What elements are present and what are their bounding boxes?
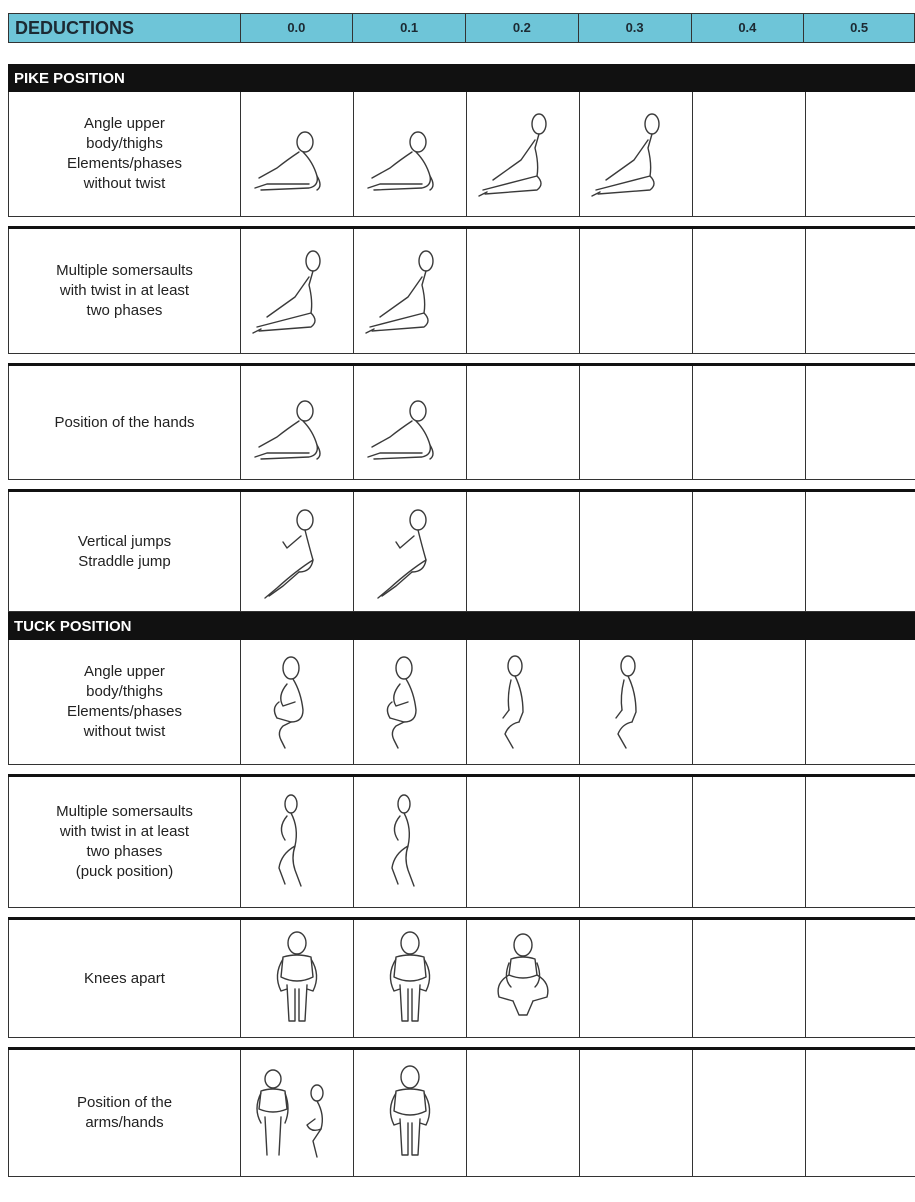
deduction-cell-0.3 — [579, 92, 692, 216]
deduction-cell-0.1 — [353, 229, 466, 353]
pike-seated-fold-figure — [247, 373, 347, 473]
tuck-side-figure — [360, 652, 460, 752]
pike-seated-open-figure — [360, 241, 460, 341]
deductions-table — [8, 13, 915, 1177]
deduction-cell-0.3 — [579, 777, 692, 907]
deduction-cell-0.5 — [805, 229, 915, 353]
deduction-cell-0.3 — [579, 229, 692, 353]
tuck-front-figure — [360, 1063, 460, 1163]
deduction-cell-0.0 — [240, 640, 353, 764]
row-label: Angle upper body/thighs Elements/phases without twist — [8, 640, 240, 764]
tuck-open-figure — [473, 652, 573, 752]
section-title: PIKE POSITION — [8, 64, 915, 92]
row-label: Vertical jumps Straddle jump — [8, 492, 240, 611]
table-row — [8, 226, 915, 354]
deduction-cell-0.4 — [692, 492, 805, 611]
deduction-cell-0.4 — [692, 92, 805, 216]
deduction-cell-0.0 — [240, 777, 353, 907]
deduction-cell-0.4 — [692, 777, 805, 907]
pike-seated-open-figure — [586, 104, 686, 204]
table-row — [8, 774, 915, 908]
row-label: Multiple somersaults with twist in at least two phases (puck position) — [8, 777, 240, 907]
deduction-cell-0.3 — [579, 1050, 692, 1176]
deduction-cell-0.2 — [466, 92, 579, 216]
section-title: TUCK POSITION — [8, 612, 915, 640]
deduction-cell-0.0 — [240, 492, 353, 611]
tuck-side-figure — [247, 652, 347, 752]
deduction-cell-0.2 — [466, 640, 579, 764]
header-col-1: 0.1 — [353, 14, 466, 42]
deduction-cell-0.0 — [240, 1050, 353, 1176]
header-label: DEDUCTIONS — [9, 14, 241, 42]
deduction-cell-0.3 — [579, 920, 692, 1037]
deduction-cell-0.2 — [466, 777, 579, 907]
table-header — [8, 13, 915, 43]
deduction-cell-0.0 — [240, 92, 353, 216]
straddle-jump-figure — [360, 502, 460, 602]
row-label: Multiple somersaults with twist in at least two phases — [8, 229, 240, 353]
pike-seated-open-figure — [247, 241, 347, 341]
deduction-cell-0.1 — [353, 920, 466, 1037]
deduction-cell-0.1 — [353, 492, 466, 611]
deduction-cell-0.2 — [466, 229, 579, 353]
deduction-cell-0.5 — [805, 640, 915, 764]
deduction-cell-0.2 — [466, 1050, 579, 1176]
deduction-cell-0.2 — [466, 920, 579, 1037]
table-row — [8, 917, 915, 1038]
row-label: Knees apart — [8, 920, 240, 1037]
table-row — [8, 489, 915, 612]
deduction-cell-0.1 — [353, 1050, 466, 1176]
deduction-cell-0.4 — [692, 366, 805, 479]
header-col-2: 0.2 — [466, 14, 579, 42]
tuck-knees-apart-figure — [473, 929, 573, 1029]
deduction-cell-0.2 — [466, 492, 579, 611]
tuck-front-figure — [360, 929, 460, 1029]
straddle-jump-figure — [247, 502, 347, 602]
tuck-front-figure — [247, 929, 347, 1029]
header-col-3: 0.3 — [579, 14, 692, 42]
row-label: Position of the hands — [8, 366, 240, 479]
tuck-open-figure — [586, 652, 686, 752]
deduction-cell-0.3 — [579, 492, 692, 611]
pike-seated-fold-figure — [360, 104, 460, 204]
deduction-cell-0.5 — [805, 920, 915, 1037]
deduction-cell-0.0 — [240, 920, 353, 1037]
deduction-cell-0.5 — [805, 1050, 915, 1176]
header-col-5: 0.5 — [850, 20, 869, 35]
deduction-cell-0.5 — [805, 492, 915, 611]
deduction-cell-0.3 — [579, 366, 692, 479]
deduction-cell-0.2 — [466, 366, 579, 479]
pike-seated-fold-figure — [247, 104, 347, 204]
table-row — [8, 363, 915, 480]
section-tuck-position — [8, 612, 915, 1177]
puck-figure — [247, 792, 347, 892]
deduction-cell-0.1 — [353, 640, 466, 764]
deduction-cell-0.4 — [692, 640, 805, 764]
table-row — [8, 640, 915, 765]
deduction-cell-0.4 — [692, 1050, 805, 1176]
row-label: Position of the arms/hands — [8, 1050, 240, 1176]
deduction-cell-0.4 — [692, 229, 805, 353]
deduction-cell-0.1 — [353, 92, 466, 216]
deduction-cell-0.1 — [353, 366, 466, 479]
row-label: Angle upper body/thighs Elements/phases without twist — [8, 92, 240, 216]
deduction-cell-0.5 — [805, 777, 915, 907]
deduction-cell-0.4 — [692, 920, 805, 1037]
header-col-0: 0.0 — [241, 14, 354, 42]
table-row — [8, 1047, 915, 1177]
deduction-cell-0.5 — [805, 366, 915, 479]
section-pike-position — [8, 64, 915, 612]
puck-figure — [360, 792, 460, 892]
deduction-cell-0.5 — [805, 92, 915, 216]
deduction-cell-0.0 — [240, 229, 353, 353]
pike-seated-fold-figure — [360, 373, 460, 473]
tuck-front-and-side-figure — [247, 1063, 347, 1163]
deduction-cell-0.3 — [579, 640, 692, 764]
pike-seated-open-figure — [473, 104, 573, 204]
deduction-cell-0.1 — [353, 777, 466, 907]
header-col-4: 0.4 — [692, 14, 805, 42]
table-row — [8, 92, 915, 217]
deduction-cell-0.0 — [240, 366, 353, 479]
